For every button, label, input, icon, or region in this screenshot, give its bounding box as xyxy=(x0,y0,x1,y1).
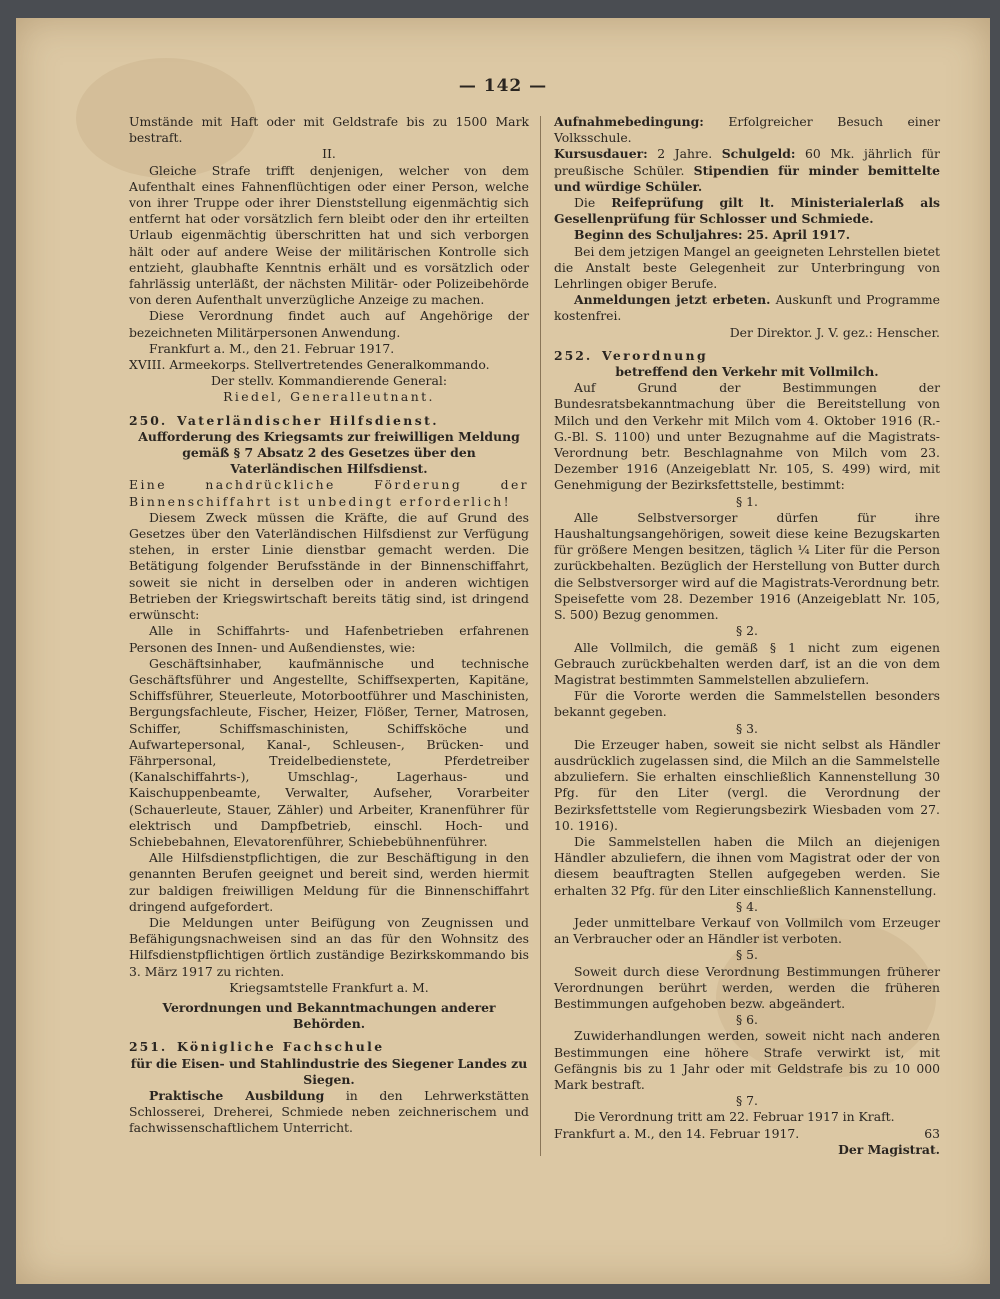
paragraph: Alle Selbstversorger dürfen für ihre Haushaltungsangehörigen, soweit diese keine Bezugskarten für größere Mengen besitzen, täglich ¼ Liter für die Person zurückbehalten. Bezüglich der Herstellung von Butter durch die Selbstversorger wird auf die Magistrats-Verordnung betr. Speisefette vom 28. Dezember 1916 (Anzeigeblatt Nr. 105, S. 500) Bezug genommen. xyxy=(554,509,940,623)
label: Schulgeld: xyxy=(721,146,796,162)
deputy-title: Der stellv. Kommandierende General: xyxy=(210,373,448,389)
paragraph: Alle in Schiffahrts- und Hafenbetrieben erfahrenen Personen des Innen- und Außendienstes, wie: xyxy=(129,623,529,655)
section-250-header xyxy=(129,413,529,429)
paragraph-heading: § 5. xyxy=(736,947,758,963)
label: Kursusdauer: xyxy=(554,146,648,162)
place-date: Frankfurt a. M., den 14. Februar 1917. xyxy=(554,1125,800,1141)
text: Erfolgreicher Besuch einer Volksschule. xyxy=(554,114,940,146)
section-heading: II. xyxy=(322,146,336,162)
signature: Der Direktor. J. V. gez.: Henscher. xyxy=(729,324,940,340)
paragraph: Auf Grund der Bestimmungen der Bundesratsbekanntmachung über die Bereitstellung von Milch und den Verkehr mit Milch vom 4. Oktober 1916 (R.-G.-Bl. S. 1100) und unter Bezugnahme auf die Magistrats-Verordnung betr. Beschlagnahme von Milch vom 23. Dezember 1916 (Anzeigeblatt Nr. 105, S. 499) wird, mit Genehmigung der Bezirksfettstelle, bestimmt: xyxy=(554,380,940,493)
paragraph-heading: § 3. xyxy=(736,720,758,736)
label: Stipendien xyxy=(693,162,769,178)
signature: Kriegsamtstelle Frankfurt a. M. xyxy=(229,979,429,995)
paragraph: Jeder unmittelbare Verkauf von Vollmilch vom Erzeuger an Verbraucher oder an Händler ist verboten. xyxy=(554,914,940,947)
section-subtitle: für die Eisen- und Stahlindustrie des Siegener Landes zu Siegen. xyxy=(130,1055,528,1087)
intro-text: Umstände mit Haft oder mit Geldstrafe bis zu 1500 Mark bestraft. xyxy=(129,114,529,146)
paragraph xyxy=(554,114,940,146)
column-divider xyxy=(540,116,541,1156)
right-column xyxy=(554,114,940,1158)
section-251-header xyxy=(129,1039,529,1055)
paragraph: Die Erzeuger haben, soweit sie nicht selbst als Händler ausdrücklich zugelassen sind, die Milch an die Sammelstelle abzuliefern. Sie erhalten einschließlich Kannenstellung 30 Pfg. für den Liter (vergl. die Verordnung der Bezirksfettstelle vom Regierungsbezirk Wiesbaden vom 27. 10. 1916). xyxy=(554,736,940,833)
paragraph: Alle Hilfsdienstpflichtigen, die zur Beschäftigung in den genannten Berufen geeignet und bereit sind, werden hiermit zur baldigen freiwilligen Meldung für die Binnenschiffahrt dringend aufgefordert. xyxy=(129,850,529,914)
paragraph xyxy=(554,195,940,227)
page-number: — 142 — xyxy=(458,76,548,96)
reference-number: 63 xyxy=(924,1125,940,1141)
paragraph: Soweit durch diese Verordnung Bestimmungen früherer Verordnungen berührt werden, werden die früheren Bestimmungen aufgehoben bezw. abgeändert. xyxy=(554,963,940,1011)
paragraph: Für die Vororte werden die Sammelstellen besonders bekannt gegeben. xyxy=(554,688,940,720)
label: Anmeldungen jetzt erbeten. xyxy=(574,292,771,308)
section-title: Vaterländischer Hilfsdienst. xyxy=(177,412,439,428)
document-page xyxy=(16,18,990,1284)
text: 60 Mk. jährlich für preußische Schüler. xyxy=(554,146,940,178)
paragraph: Geschäftsinhaber, kaufmännische und technische Geschäftsführer und Angestellte, Schiffsexperten, Kapitäne, Schiffsführer, Steuerleute, Motorbootführer und Maschinisten, Bergungsfachleute, Fischer, Heizer, Flößer, Terner, Matrosen, Schiffer, Schiffsmaschinisten, Schiffsköche und Aufwartepersonal, Kanal-, Schleusen-, Brücken- und Fährpersonal, Treidelbedienstete, Pferdetreiber (Kanalschiffahrts-), Umschlag-, Lagerhaus- und Kaischuppenbeamte, Verwalter, Aufseher, Vorarbeiter (Schauerleute, Stauer, Zähler) und Arbeiter, Kranenführer für elektrisch und Dampfbetrieb, einschl. Hoch- und Schiebebahnen, Elevatorenführer, Schiebebühnenführer. xyxy=(129,655,529,849)
text: in den Lehrwerkstätten Schlosserei, Dreherei, Schmiede neben zeichnerischem und fachwissenschaftlichem Unterricht. xyxy=(129,1087,529,1136)
paragraph xyxy=(554,292,940,324)
lead-text: Eine nachdrückliche Förderung der Binnenschiffahrt ist unbedingt erforderlich! xyxy=(129,477,529,509)
section-number: 252. xyxy=(554,347,593,363)
text: 2 Jahre. xyxy=(657,146,713,162)
signature: Riedel, Generalleutnant. xyxy=(223,389,435,405)
label: Aufnahmebedingung: xyxy=(554,114,704,129)
issuing-authority: XVIII. Armeekorps. Stellvertretendes Generalkommando. xyxy=(129,357,490,373)
paragraph xyxy=(554,146,940,195)
text: Auskunft und Programme kostenfrei. xyxy=(554,292,940,324)
section-subtitle: betreffend den Verkehr mit Vollmilch. xyxy=(615,364,879,380)
subheading-other-authorities: Verordnungen und Bekanntmachungen anderer Behörden. xyxy=(162,999,496,1032)
text: für minder bemittelte und würdige Schüler. xyxy=(554,162,941,194)
paragraph: Bei dem jetzigen Mangel an geeigneten Lehrstellen bietet die Anstalt beste Gelegenheit zur Unterbringung von Lehrlingen obiger Berufe. xyxy=(554,243,940,292)
school-year-start: Beginn des Schuljahres: 25. April 1917. xyxy=(574,227,851,243)
label: Praktische Ausbildung xyxy=(149,1087,325,1103)
paragraph: Die Sammelstellen haben die Milch an diejenigen Händler abzuliefern, die ihnen vom Magistrat oder der von diesem beauftragten Stellen aufgegeben werden. Sie erhalten 32 Pfg. für den Liter einschließlich Kannenstellung. xyxy=(554,833,940,898)
signature: Der Magistrat. xyxy=(838,1141,940,1157)
text: Die xyxy=(574,195,596,211)
paragraph-heading: § 6. xyxy=(736,1012,758,1028)
section-number: 250. xyxy=(129,412,168,428)
paragraph: Zuwiderhandlungen werden, soweit nicht nach anderen Bestimmungen eine höhere Strafe verwirkt ist, mit Gefängnis bis zu 1 Jahr oder mit Geldstrafe bis zu 10 000 Mark bestraft. xyxy=(554,1028,940,1092)
paragraph-heading: § 7. xyxy=(736,1093,758,1109)
section-subtitle: Aufforderung des Kriegsamts zur freiwilligen Meldung gemäß § 7 Absatz 2 des Gesetzes über den Vaterländischen Hilfsdienst. xyxy=(138,428,520,477)
section-252-header xyxy=(554,348,940,364)
paragraph: Die Meldungen unter Beifügung von Zeugnissen und Befähigungsnachweisen sind an das für den Wohnsitz des Hilfsdienstpflichtigen örtlich zuständige Bezirkskommando bis 3. März 1917 zu richten. xyxy=(129,914,529,979)
section-title: Verordnung xyxy=(602,347,709,363)
paragraph-heading: § 2. xyxy=(736,623,758,639)
paragraph-heading: § 1. xyxy=(736,493,758,509)
paragraph xyxy=(129,1088,529,1137)
place-date-line xyxy=(554,1126,940,1142)
place-date: Frankfurt a. M., den 21. Februar 1917. xyxy=(149,340,395,356)
paragraph-heading: § 4. xyxy=(736,898,758,914)
paragraph: Diese Verordnung findet auch auf Angehörige der bezeichneten Militärpersonen Anwendung. xyxy=(129,308,529,340)
paragraph: Alle Vollmilch, die gemäß § 1 nicht zum eigenen Gebrauch zurückbehalten werden darf, ist an die von dem Magistrat bestimmten Sammelstellen abzuliefern. xyxy=(554,639,940,687)
section-number: 251. xyxy=(129,1039,168,1055)
section-title: Königliche Fachschule xyxy=(177,1039,385,1055)
text: gilt lt. Ministerialerlaß als Gesellenprüfung für Schlosser und Schmiede. xyxy=(554,195,940,227)
paragraph: Diesem Zweck müssen die Kräfte, die auf Grund des Gesetzes über den Vaterländischen Hilfsdienst zur Verfügung stehen, in erster Linie dienstbar gemacht werden. Die Betätigung folgender Berufsstände in der Binnenschiffahrt, soweit sie nicht in derselben oder in anderen wichtigen Betrieben der Kriegswirtschaft bereits tätig sind, ist dringend erwünscht: xyxy=(129,509,529,623)
label: Reifeprüfung xyxy=(611,195,704,211)
paragraph: Gleiche Strafe trifft denjenigen, welcher von dem Aufenthalt eines Fahnenflüchtigen oder einer Person, welche von ihrer Truppe oder ihrer Dienststellung eigenmächtig sich entfernt hat oder vorsätzlich fern bleibt oder den ihr erteilten Urlaub eigenmächtig überschritten hat und sich verborgen hält oder auf andere Weise der militärischen Kontrolle sich entzieht, glaubhafte Kenntnis erhält und es vorsätzlich oder fahrlässig unterläßt, der nächsten Militär- oder Polizeibehörde von deren Aufenthalt unverzügliche Anzeige zu machen. xyxy=(129,162,529,308)
paragraph: Die Verordnung tritt am 22. Februar 1917 in Kraft. xyxy=(574,1109,895,1125)
left-column xyxy=(129,114,529,1137)
